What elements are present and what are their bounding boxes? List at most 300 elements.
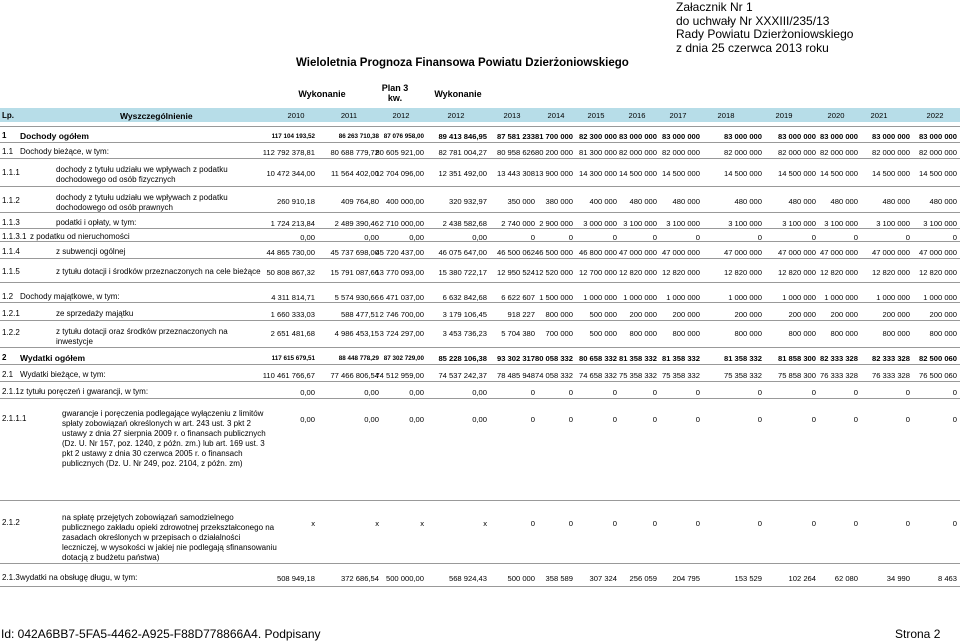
row-value: 2 489 390,46	[334, 219, 379, 228]
row-value: 800 000	[929, 329, 957, 338]
row-value: 200 000	[672, 310, 700, 319]
row-lp: 2	[2, 353, 7, 362]
row-value: 12 820 000	[723, 268, 762, 277]
row-value: 13 900 000	[534, 169, 573, 178]
row-value: 82 000 000	[723, 148, 762, 157]
row-name: Dochody ogółem	[20, 131, 89, 141]
row-value: 0	[530, 388, 535, 397]
row-value: 85 228 106,38	[438, 354, 487, 363]
row-value: 81 358 332	[723, 354, 762, 363]
row-name: dochody z tytułu udziału we wpływach z podatku dochodowego od osób prawnych	[56, 193, 228, 212]
row-value: 75 858 300	[777, 371, 816, 380]
row-value: 0,00	[409, 233, 424, 242]
row-name: z podatku od nieruchomości	[30, 232, 130, 241]
row-value: 3 100 000	[666, 219, 700, 228]
row-value: 0	[811, 388, 816, 397]
footer-page: Strona 2	[895, 627, 941, 641]
row-value: 5 574 930,66	[334, 293, 379, 302]
row-separator	[0, 282, 960, 283]
row-value: 15 380 722,17	[438, 268, 487, 277]
header-year: 2014	[547, 111, 565, 120]
row-value: 46 500 062	[496, 248, 535, 257]
row-value: 200 000	[830, 310, 858, 319]
row-value: 117 615 679,51	[271, 355, 315, 362]
row-value: 358 589	[545, 574, 573, 583]
row-value: 12 351 492,00	[438, 169, 487, 178]
row-name: z tytułu dotacji i środków przeznaczonych na cele bieżące	[56, 267, 261, 276]
row-value: 1 500 000	[539, 293, 573, 302]
row-value: 82 000 000	[661, 148, 700, 157]
row-lp: 1.1.5	[2, 267, 20, 276]
row-separator	[0, 563, 960, 564]
row-value: x	[420, 519, 424, 528]
row-value: 4 311 814,71	[271, 293, 315, 302]
row-value: 480 000	[629, 197, 657, 206]
row-value: 918 227	[507, 310, 535, 319]
row-value: 0	[952, 388, 957, 397]
row-value: 0,00	[300, 233, 315, 242]
row-separator	[0, 186, 960, 187]
row-separator	[0, 126, 960, 127]
row-value: 0,00	[364, 415, 379, 424]
subheader-wykonanie-2: Wykonanie	[434, 89, 482, 99]
row-value: 200 000	[788, 310, 816, 319]
row-value: 74 512 959,00	[375, 371, 424, 380]
row-value: 2 900 000	[539, 219, 573, 228]
header-year: 2015	[587, 111, 605, 120]
row-value: 1 000 000	[666, 293, 700, 302]
row-value: 75 358 332	[618, 371, 657, 380]
row-value: 82 000 000	[777, 148, 816, 157]
header-year: 2017	[669, 111, 687, 120]
row-value: 6 632 842,68	[442, 293, 487, 302]
row-value: 44 865 730,00	[266, 248, 315, 257]
row-lp: 2.1.2	[2, 518, 20, 527]
row-lp: 1.2.1	[2, 309, 20, 318]
row-value: 14 300 000	[578, 169, 617, 178]
row-value: 112 792 378,81	[262, 148, 315, 157]
row-value: 1 000 000	[824, 293, 858, 302]
row-value: 45 720 437,00	[375, 248, 424, 257]
row-value: 0	[612, 388, 617, 397]
row-name: Dochody bieżące, w tym:	[20, 147, 109, 156]
row-value: 80 688 779,72	[330, 148, 379, 157]
row-value: 102 264	[788, 574, 816, 583]
row-value: 14 500 000	[777, 169, 816, 178]
row-value: 3 179 106,45	[442, 310, 487, 319]
row-name: z subwencji ogólnej	[56, 247, 126, 256]
row-value: 0	[853, 388, 858, 397]
row-value: 256 059	[629, 574, 657, 583]
row-value: 74 658 332	[578, 371, 617, 380]
row-value: 0	[853, 415, 858, 424]
row-value: 10 472 344,00	[266, 169, 315, 178]
row-value: 14 500 000	[871, 169, 910, 178]
row-value: 0	[905, 415, 910, 424]
row-value: 12 820 000	[918, 268, 957, 277]
row-lp: 1.1.4	[2, 247, 20, 256]
row-value: 83 000 000	[819, 132, 858, 141]
row-value: 500 000	[589, 329, 617, 338]
row-value: 500 000	[589, 310, 617, 319]
row-separator	[0, 258, 960, 259]
row-value: 12 820 000	[871, 268, 910, 277]
row-value: 480 000	[882, 197, 910, 206]
header-year: 2012	[447, 111, 465, 120]
row-value: 0	[757, 233, 762, 242]
row-value: 800 000	[545, 310, 573, 319]
row-value: 74 537 242,37	[438, 371, 487, 380]
header-name: Wyszczególnienie	[120, 111, 193, 121]
row-value: 4 986 453,15	[334, 329, 379, 338]
row-value: 1 000 000	[623, 293, 657, 302]
row-lp: 1.1.3	[2, 218, 20, 227]
row-value: 75 358 332	[661, 371, 700, 380]
row-value: 3 453 736,23	[442, 329, 487, 338]
row-value: 800 000	[629, 329, 657, 338]
row-value: 0	[905, 519, 910, 528]
row-value: 12 704 096,00	[375, 169, 424, 178]
row-value: 82 300 000	[578, 132, 617, 141]
row-lp: 1.1.1	[2, 168, 20, 177]
row-value: 81 358 332	[618, 354, 657, 363]
attachment-line-2: do uchwały Nr XXXIII/235/13	[676, 13, 830, 28]
row-value: 77 466 806,54	[330, 371, 379, 380]
row-value: 14 500 000	[819, 169, 858, 178]
row-value: 83 000 000	[618, 132, 657, 141]
row-value: 13 443 308	[496, 169, 535, 178]
row-value: 0	[695, 415, 700, 424]
row-value: 81 858 300	[777, 354, 816, 363]
row-name: gwarancje i poręczenia podlegające wyłączeniu z limitów spłaty zobowiązań określonych w art. 243 ust. 3 pkt 2 ustawy z dnia 27 sierpnia 2009 r. o finansach publicznych (Dz. U. Nr 157, poz. 1240, z późn. zm.) lub art. 169 ust. 3 pkt 2 ustawy z dnia 30 czerwca 2005 r. o finansach publicznych (Dz. U. Nr 249, poz. 2104, z późn. zm)	[62, 409, 266, 468]
row-lp: 2.1.1	[2, 387, 20, 396]
row-value: 400 000	[589, 197, 617, 206]
header-year: 2012	[392, 111, 410, 120]
row-separator	[0, 142, 960, 143]
row-value: 0,00	[300, 415, 315, 424]
row-value: 6 622 607	[501, 293, 535, 302]
row-value: 80 200 000	[534, 148, 573, 157]
row-value: 0	[652, 388, 657, 397]
row-value: 0,00	[364, 388, 379, 397]
row-value: 50 808 867,32	[266, 268, 315, 277]
row-value: 0	[757, 388, 762, 397]
row-value: 500 000	[507, 574, 535, 583]
row-value: 0	[811, 233, 816, 242]
row-value: 80 605 921,00	[375, 148, 424, 157]
row-value: 0	[905, 233, 910, 242]
row-value: 6 471 037,00	[379, 293, 424, 302]
row-value: 2 746 700,00	[379, 310, 424, 319]
row-value: 204 795	[672, 574, 700, 583]
row-value: 800 000	[882, 329, 910, 338]
row-value: 3 100 000	[782, 219, 816, 228]
row-name: z tytułu poręczeń i gwarancji, w tym:	[20, 387, 149, 396]
row-lp: 2.1.1.1	[2, 414, 27, 423]
row-value: 89 413 846,95	[438, 132, 487, 141]
row-value: 12 700 000	[578, 268, 617, 277]
row-separator	[0, 347, 960, 348]
row-value: 3 100 000	[824, 219, 858, 228]
row-value: 3 724 297,00	[379, 329, 424, 338]
footer-id: Id: 042A6BB7-5FA5-4462-A925-F88D778866A4. Podpisany	[1, 627, 321, 641]
header-year: 2016	[628, 111, 646, 120]
row-separator	[0, 320, 960, 321]
row-separator	[0, 398, 960, 399]
row-value: 320 932,97	[448, 197, 487, 206]
row-value: 2 710 000,00	[379, 219, 424, 228]
row-value: 86 263 710,38	[338, 133, 379, 140]
row-value: 200 000	[629, 310, 657, 319]
row-value: 12 820 000	[777, 268, 816, 277]
row-value: 83 000 000	[661, 132, 700, 141]
row-value: 0	[695, 233, 700, 242]
row-value: 12 820 000	[819, 268, 858, 277]
row-value: 82 500 060	[918, 354, 957, 363]
row-value: 87 302 729,00	[383, 355, 424, 362]
row-separator	[0, 364, 960, 365]
row-value: 0	[811, 415, 816, 424]
row-value: 80 958 626	[496, 148, 535, 157]
row-value: 82 000 000	[918, 148, 957, 157]
row-value: 12 820 000	[618, 268, 657, 277]
header-year: 2022	[926, 111, 944, 120]
row-value: 409 764,80	[340, 197, 379, 206]
row-value: x	[311, 519, 315, 528]
row-value: 588 477,51	[340, 310, 379, 319]
row-value: 0	[568, 519, 573, 528]
row-value: 1 000 000	[923, 293, 957, 302]
row-lp: 1.1	[2, 147, 14, 156]
row-value: 0	[905, 388, 910, 397]
row-value: 1 000 000	[876, 293, 910, 302]
row-value: 47 000 000	[661, 248, 700, 257]
row-value: 47 000 000	[918, 248, 957, 257]
row-value: 1 660 333,03	[270, 310, 315, 319]
row-name: Wydatki ogółem	[20, 353, 86, 363]
row-lp: 1.2	[2, 292, 14, 301]
row-value: 81 700 000	[534, 132, 573, 141]
row-value: 400 000,00	[385, 197, 424, 206]
row-value: 568 924,43	[448, 574, 487, 583]
row-value: 3 100 000	[623, 219, 657, 228]
row-value: 47 000 000	[618, 248, 657, 257]
row-value: 80 658 332	[578, 354, 617, 363]
row-value: 87 076 958,00	[383, 133, 424, 140]
header-year: 2011	[340, 111, 358, 120]
row-value: 82 000 000	[871, 148, 910, 157]
row-value: 78 485 948	[496, 371, 535, 380]
row-value: 0	[568, 388, 573, 397]
attachment-header	[676, 1, 853, 55]
row-value: 47 000 000	[871, 248, 910, 257]
row-value: 0	[695, 519, 700, 528]
row-value: 76 333 328	[871, 371, 910, 380]
row-value: 480 000	[830, 197, 858, 206]
row-value: 800 000	[672, 329, 700, 338]
subheader-plan: Plan 3 kw.	[381, 83, 409, 103]
row-value: 0	[652, 519, 657, 528]
attachment-line-3: Rady Powiatu Dzierżoniowskiego	[676, 27, 854, 41]
row-value: 200 000	[882, 310, 910, 319]
row-value: 480 000	[734, 197, 762, 206]
row-value: 0	[853, 233, 858, 242]
row-value: 0,00	[300, 388, 315, 397]
row-value: 0	[612, 519, 617, 528]
row-value: 0	[530, 233, 535, 242]
row-value: 1 724 213,84	[270, 219, 315, 228]
row-value: x	[483, 519, 487, 528]
row-value: 82 333 328	[819, 354, 858, 363]
row-value: 81 300 000	[578, 148, 617, 157]
row-value: x	[375, 519, 379, 528]
row-lp: 2.1.3	[2, 573, 20, 582]
row-value: 3 100 000	[728, 219, 762, 228]
row-value: 153 529	[734, 574, 762, 583]
row-value: 3 100 000	[923, 219, 957, 228]
row-value: 0	[568, 233, 573, 242]
row-value: 45 737 698,00	[330, 248, 379, 257]
header-lp: Lp.	[2, 111, 14, 120]
row-value: 0	[757, 519, 762, 528]
row-value: 0	[695, 388, 700, 397]
row-value: 0	[612, 415, 617, 424]
row-value: 800 000	[734, 329, 762, 338]
row-value: 5 704 380	[501, 329, 535, 338]
row-value: 380 000	[545, 197, 573, 206]
row-value: 0	[530, 519, 535, 528]
row-value: 82 000 000	[819, 148, 858, 157]
row-value: 76 333 328	[819, 371, 858, 380]
row-value: 0	[853, 519, 858, 528]
row-lp: 1.1.2	[2, 196, 20, 205]
row-value: 93 302 317	[496, 354, 535, 363]
row-value: 0	[612, 233, 617, 242]
row-value: 0,00	[472, 415, 487, 424]
row-value: 480 000	[672, 197, 700, 206]
row-value: 14 500 000	[918, 169, 957, 178]
attachment-line-1: Załacznik Nr 1	[676, 0, 753, 14]
row-value: 0	[652, 415, 657, 424]
row-lp: 1.1.3.1	[2, 232, 27, 241]
row-value: 0,00	[472, 233, 487, 242]
row-value: 2 651 481,68	[270, 329, 315, 338]
row-value: 14 500 000	[723, 169, 762, 178]
row-value: 800 000	[788, 329, 816, 338]
row-lp: 1	[2, 131, 7, 140]
header-year: 2013	[503, 111, 521, 120]
row-separator	[0, 381, 960, 382]
row-value: 0	[952, 519, 957, 528]
row-value: 480 000	[788, 197, 816, 206]
header-year: 2020	[827, 111, 845, 120]
row-value: 500 000,00	[385, 574, 424, 583]
row-value: 200 000	[734, 310, 762, 319]
row-value: 0	[757, 415, 762, 424]
row-value: 1 000 000	[583, 293, 617, 302]
row-value: 75 358 332	[723, 371, 762, 380]
row-name: Dochody majątkowe, w tym:	[20, 292, 120, 301]
row-value: 0,00	[409, 415, 424, 424]
row-value: 0	[952, 415, 957, 424]
row-name: z tytułu dotacji oraz środków przeznaczonych na inwestycje	[56, 327, 228, 346]
subheader-wykonanie-1: Wykonanie	[298, 89, 346, 99]
row-value: 372 686,54	[340, 574, 379, 583]
row-value: 3 000 000	[583, 219, 617, 228]
row-value: 46 800 000	[578, 248, 617, 257]
row-value: 74 058 332	[534, 371, 573, 380]
row-value: 1 000 000	[782, 293, 816, 302]
row-name: wydatki na obsługę długu, w tym:	[20, 573, 138, 582]
row-value: 46 075 647,00	[438, 248, 487, 257]
row-value: 0	[652, 233, 657, 242]
row-value: 200 000	[929, 310, 957, 319]
row-value: 62 080	[834, 574, 858, 583]
row-separator	[0, 228, 960, 229]
row-value: 1 000 000	[728, 293, 762, 302]
row-separator	[0, 158, 960, 159]
row-value: 88 448 778,29	[338, 355, 379, 362]
row-value: 47 000 000	[777, 248, 816, 257]
row-value: 82 781 004,27	[438, 148, 487, 157]
header-year: 2021	[870, 111, 888, 120]
row-separator	[0, 500, 960, 501]
row-lp: 1.2.2	[2, 328, 20, 337]
row-value: 12 820 000	[661, 268, 700, 277]
row-value: 46 500 000	[534, 248, 573, 257]
row-value: 47 000 000	[819, 248, 858, 257]
row-separator	[0, 586, 960, 587]
row-value: 82 000 000	[618, 148, 657, 157]
row-name: podatki i opłaty, w tym:	[56, 218, 137, 227]
row-value: 14 500 000	[618, 169, 657, 178]
row-name: Wydatki bieżące, w tym:	[20, 370, 106, 379]
attachment-line-4: z dnia 25 czerwca 2013 roku	[676, 40, 829, 55]
row-value: 83 000 000	[723, 132, 762, 141]
row-value: 47 000 000	[723, 248, 762, 257]
row-value: 110 461 766,67	[262, 371, 315, 380]
header-year: 2010	[287, 111, 305, 120]
row-name: na spłatę przejętych zobowiązań samodzielnego publicznego zakładu opieki zdrowotnej przekształconego na zasadach określonych w przepisach o działalności leczniczej, w wysokości w jakiej nie podlegają sfinansowaniu dotacją z budżetu państwa)	[62, 513, 277, 562]
row-value: 800 000	[830, 329, 858, 338]
row-value: 83 000 000	[871, 132, 910, 141]
row-value: 0,00	[364, 233, 379, 242]
row-separator	[0, 302, 960, 303]
row-value: 350 000	[507, 197, 535, 206]
row-value: 0,00	[472, 388, 487, 397]
row-value: 0,00	[409, 388, 424, 397]
row-value: 508 949,18	[276, 574, 315, 583]
row-value: 81 358 332	[661, 354, 700, 363]
row-value: 0	[568, 415, 573, 424]
row-value: 11 564 402,00	[331, 169, 379, 178]
row-value: 117 104 193,52	[271, 133, 315, 140]
header-year: 2018	[717, 111, 735, 120]
row-value: 260 910,18	[276, 197, 315, 206]
row-value: 12 520 000	[534, 268, 573, 277]
row-value: 12 950 524	[496, 268, 535, 277]
row-value: 87 581 233	[496, 132, 535, 141]
row-value: 13 770 093,00	[375, 268, 424, 277]
row-name: dochody z tytułu udziału we wpływach z podatku dochodowego od osób fizycznych	[56, 165, 228, 184]
row-value: 0	[952, 233, 957, 242]
row-value: 480 000	[929, 197, 957, 206]
header-year: 2019	[775, 111, 793, 120]
row-name: ze sprzedaży majątku	[56, 309, 134, 318]
row-value: 307 324	[589, 574, 617, 583]
row-value: 3 100 000	[876, 219, 910, 228]
row-value: 76 500 060	[918, 371, 957, 380]
